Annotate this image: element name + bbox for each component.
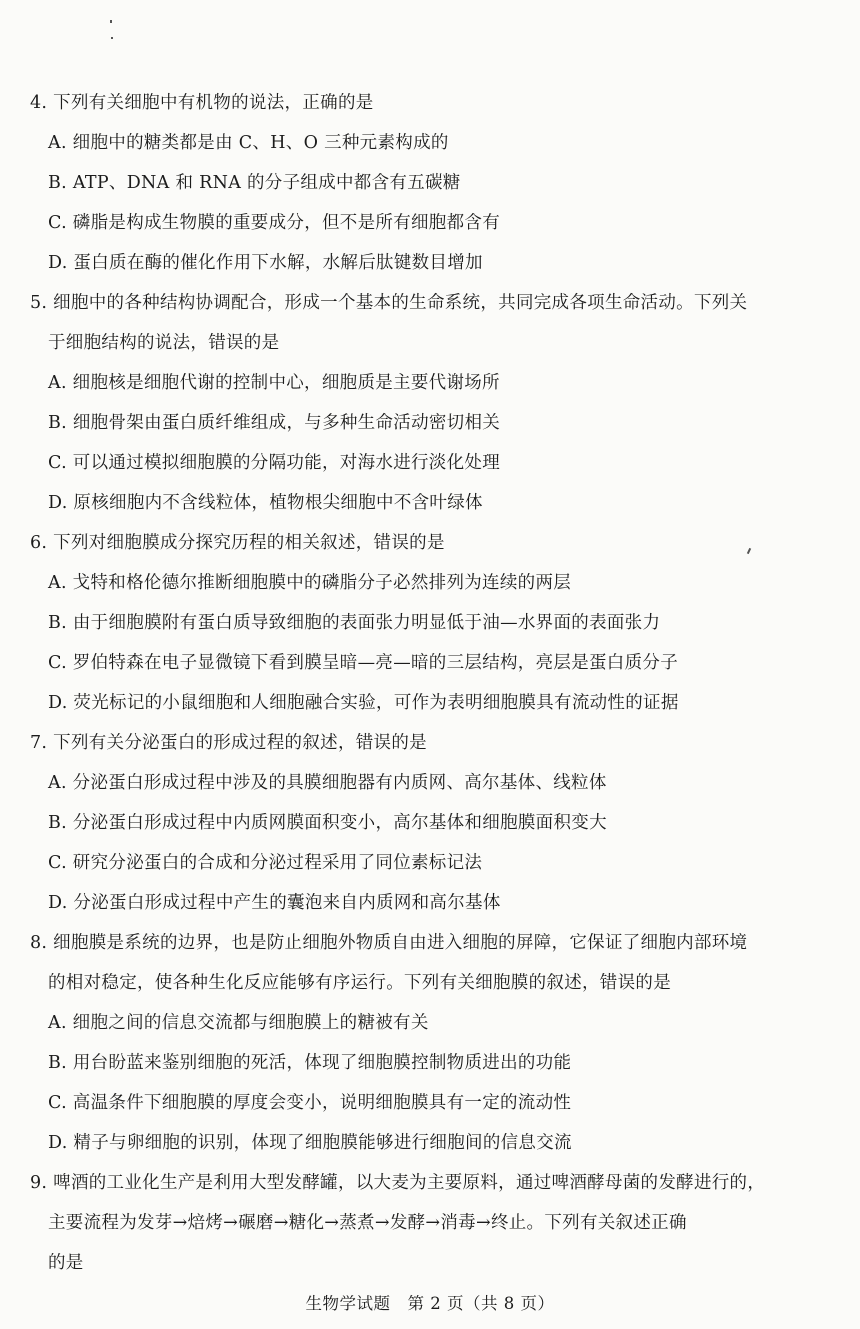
answer-option: B. 分泌蛋白形成过程中内质网膜面积变小，高尔基体和细胞膜面积变大 xyxy=(48,813,607,833)
answer-option: B. 由于细胞膜附有蛋白质导致细胞的表面张力明显低于油—水界面的表面张力 xyxy=(48,613,661,633)
answer-option: D. 分泌蛋白形成过程中产生的囊泡来自内质网和高尔基体 xyxy=(48,893,501,913)
answer-option: B. 用台盼蓝来鉴别细胞的死活，体现了细胞膜控制物质进出的功能 xyxy=(48,1053,572,1073)
answer-option: A. 细胞核是细胞代谢的控制中心，细胞质是主要代谢场所 xyxy=(48,373,500,393)
question-stem: 4. 下列有关细胞中有机物的说法，正确的是 xyxy=(30,93,374,113)
answer-option: D. 荧光标记的小鼠细胞和人细胞融合实验，可作为表明细胞膜具有流动性的证据 xyxy=(48,693,679,713)
answer-option: A. 细胞中的糖类都是由 C、H、O 三种元素构成的 xyxy=(48,133,449,153)
question-stem: 9. 啤酒的工业化生产是利用大型发酵罐，以大麦为主要原料，通过啤酒酵母菌的发酵进行的， xyxy=(30,1173,766,1193)
answer-option: C. 高温条件下细胞膜的厚度会变小，说明细胞膜具有一定的流动性 xyxy=(48,1093,572,1113)
answer-option: A. 戈特和格伦德尔推断细胞膜中的磷脂分子必然排列为连续的两层 xyxy=(48,573,572,593)
answer-option: A. 分泌蛋白形成过程中涉及的具膜细胞器有内质网、高尔基体、线粒体 xyxy=(48,773,607,793)
answer-option: A. 细胞之间的信息交流都与细胞膜上的糖被有关 xyxy=(48,1013,429,1033)
question-stem: 的是 xyxy=(48,1253,84,1273)
question-stem: 8. 细胞膜是系统的边界，也是防止细胞外物质自由进入细胞的屏障，它保证了细胞内部环境 xyxy=(30,933,748,953)
question-stem: 6. 下列对细胞膜成分探究历程的相关叙述，错误的是 xyxy=(30,533,445,553)
answer-option: C. 研究分泌蛋白的合成和分泌过程采用了同位素标记法 xyxy=(48,853,483,873)
answer-option: C. 可以通过模拟细胞膜的分隔功能，对海水进行淡化处理 xyxy=(48,453,500,473)
question-stem: 于细胞结构的说法，错误的是 xyxy=(48,333,280,353)
scan-speck xyxy=(110,20,112,23)
page-footer: 生物学试题 第 2 页（共 8 页） xyxy=(305,1294,555,1313)
question-stem: 的相对稳定，使各种生化反应能够有序运行。下列有关细胞膜的叙述，错误的是 xyxy=(48,973,671,993)
answer-option: D. 蛋白质在酶的催化作用下水解，水解后肽键数目增加 xyxy=(48,253,483,273)
answer-option: C. 罗伯特森在电子显微镜下看到膜呈暗—亮—暗的三层结构，亮层是蛋白质分子 xyxy=(48,653,678,673)
scan-speck xyxy=(111,37,113,39)
answer-option: D. 原核细胞内不含线粒体，植物根尖细胞中不含叶绿体 xyxy=(48,493,483,513)
question-stem: 主要流程为发芽→焙烤→碾磨→糖化→蒸煮→发酵→消毒→终止。下列有关叙述正确 xyxy=(48,1213,687,1233)
answer-option: D. 精子与卵细胞的识别，体现了细胞膜能够进行细胞间的信息交流 xyxy=(48,1133,572,1153)
question-stem: 7. 下列有关分泌蛋白的形成过程的叙述，错误的是 xyxy=(30,733,427,753)
answer-option: B. ATP、DNA 和 RNA 的分子组成中都含有五碳糖 xyxy=(48,173,461,193)
question-stem: 5. 细胞中的各种结构协调配合，形成一个基本的生命系统，共同完成各项生命活动。下列关 xyxy=(30,293,748,313)
answer-option: B. 细胞骨架由蛋白质纤维组成，与多种生命活动密切相关 xyxy=(48,413,501,433)
scan-speck xyxy=(747,548,751,554)
answer-option: C. 磷脂是构成生物膜的重要成分，但不是所有细胞都含有 xyxy=(48,213,500,233)
